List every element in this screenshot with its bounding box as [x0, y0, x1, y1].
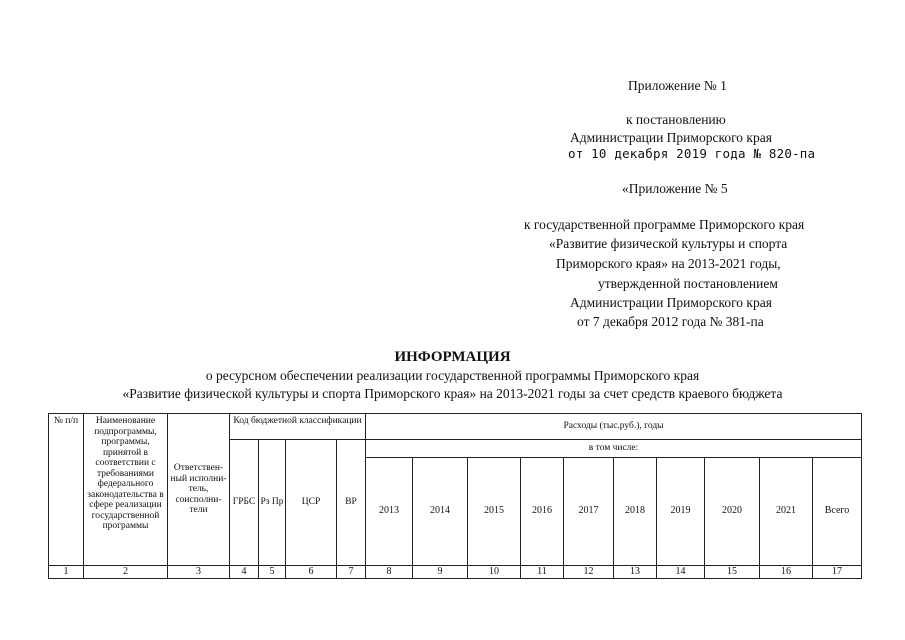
administration-label: Администрации Приморского края	[570, 130, 772, 145]
col-number: 2	[84, 566, 168, 579]
col-number: 6	[286, 566, 337, 579]
header-responsible: Ответствен-ный исполни-тель, соисполни-тели	[168, 414, 230, 566]
header-budget-code: Код бюджетной классификации	[230, 414, 366, 440]
year-2017: 2017	[564, 458, 614, 566]
col-number: 5	[259, 566, 286, 579]
title-line-2: «Развитие физической культуры и спорта Приморского края» на 2013-2021 годы за счет средств краевого бюджета	[122, 386, 783, 401]
col-number: 11	[521, 566, 564, 579]
approved-label: утвержденной постановлением	[598, 276, 778, 291]
decree-date-stamp: от 10 декабря 2019 года № 820-па	[568, 146, 816, 161]
header-name: Наименование подпрограммы, программы, принятой в соответствии с требованиями федерального законодательства в сфере реализации государственной программы	[84, 414, 168, 566]
year-2020: 2020	[705, 458, 760, 566]
header-vr: ВР	[337, 440, 366, 566]
col-number: 17	[813, 566, 862, 579]
header-including: в том числе:	[366, 440, 862, 458]
col-number: 15	[705, 566, 760, 579]
resource-table	[48, 413, 862, 579]
header-csr: ЦСР	[286, 440, 337, 566]
col-number: 4	[230, 566, 259, 579]
col-number: 3	[168, 566, 230, 579]
to-resolution-label: к постановлению	[626, 112, 726, 127]
col-number: 7	[337, 566, 366, 579]
col-number: 8	[366, 566, 413, 579]
year-2016: 2016	[521, 458, 564, 566]
program-name-line-2: Приморского края» на 2013-2021 годы,	[556, 256, 781, 271]
year-2013: 2013	[366, 458, 413, 566]
col-number: 13	[614, 566, 657, 579]
col-number: 10	[468, 566, 521, 579]
year-total: Всего	[813, 458, 862, 566]
col-number: 1	[49, 566, 84, 579]
header-expenses: Расходы (тыс.руб.), годы	[366, 414, 862, 440]
year-2015: 2015	[468, 458, 521, 566]
appendix-1-label: Приложение № 1	[628, 78, 727, 93]
col-number: 14	[657, 566, 705, 579]
appendix-5-label: «Приложение № 5	[622, 181, 728, 196]
document-title: ИНФОРМАЦИЯ	[394, 349, 511, 365]
header-rzpr: Рз Пр	[259, 440, 286, 566]
to-program-label: к государственной программе Приморского края	[524, 217, 805, 232]
col-number: 12	[564, 566, 614, 579]
title-line-1: о ресурсном обеспечении реализации государственной программы Приморского края	[205, 368, 700, 383]
col-number: 9	[413, 566, 468, 579]
year-2018: 2018	[614, 458, 657, 566]
year-2014: 2014	[413, 458, 468, 566]
program-name-line-1: «Развитие физической культуры и спорта	[549, 236, 788, 251]
administration-label-2: Администрации Приморского края	[570, 295, 772, 310]
approved-date-label: от 7 декабря 2012 года № 381-па	[577, 314, 764, 329]
year-2019: 2019	[657, 458, 705, 566]
col-number: 16	[760, 566, 813, 579]
header-grbs: ГРБС	[230, 440, 259, 566]
year-2021: 2021	[760, 458, 813, 566]
header-num: № п/п	[49, 414, 84, 566]
